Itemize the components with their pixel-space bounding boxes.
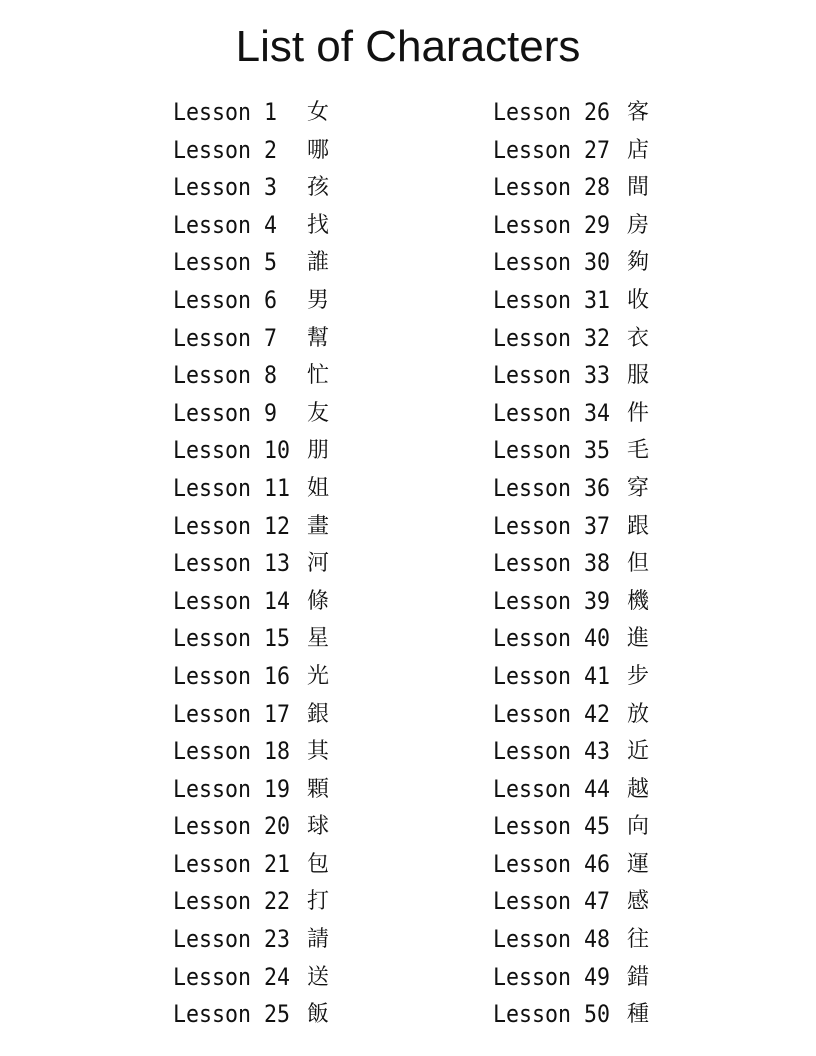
lesson-entry: [173, 508, 329, 546]
lesson-label: Lesson 23: [173, 925, 291, 954]
lesson-label: Lesson 29: [493, 210, 611, 239]
lesson-character: 往: [627, 927, 650, 953]
lesson-character: 銀: [307, 701, 330, 727]
lesson-label: Lesson 44: [493, 774, 611, 803]
lesson-character: 其: [307, 739, 330, 765]
lesson-label: Lesson 7: [173, 323, 278, 352]
lesson-entry: [173, 470, 329, 508]
lesson-label: Lesson 8: [173, 361, 278, 390]
lesson-entry: [493, 583, 649, 621]
lesson-character: 毛: [627, 438, 650, 464]
lesson-label: Lesson 2: [173, 135, 278, 164]
lesson-entry: [173, 996, 329, 1034]
lesson-character: 哪: [307, 137, 330, 163]
lesson-character: 球: [307, 814, 330, 840]
lesson-entry: [493, 996, 649, 1034]
lesson-label: Lesson 38: [493, 549, 611, 578]
lesson-character: 錯: [627, 964, 650, 990]
lesson-entry: [493, 959, 649, 997]
lesson-entry: [493, 620, 649, 658]
lesson-entry: [493, 432, 649, 470]
lesson-character: 飯: [307, 1002, 330, 1028]
lesson-character: 夠: [627, 250, 650, 276]
lesson-entry: [173, 771, 329, 809]
lesson-entry: [493, 883, 649, 921]
lesson-list-left: [173, 94, 329, 1034]
lesson-entry: [493, 94, 649, 132]
lesson-label: Lesson 35: [493, 436, 611, 465]
lesson-character: 種: [627, 1002, 650, 1028]
lesson-label: Lesson 33: [493, 361, 611, 390]
lesson-character: 房: [627, 212, 650, 238]
lesson-entry: [493, 921, 649, 959]
lesson-label: Lesson 40: [493, 624, 611, 653]
lesson-label: Lesson 1: [173, 98, 278, 126]
lesson-character: 進: [627, 626, 650, 652]
lesson-label: Lesson 48: [493, 925, 611, 954]
lesson-character: 女: [307, 100, 330, 125]
lesson-label: Lesson 46: [493, 849, 611, 878]
lesson-label: Lesson 13: [173, 549, 291, 578]
lesson-label: Lesson 17: [173, 699, 291, 728]
lesson-entry: [493, 658, 649, 696]
lesson-label: Lesson 28: [493, 173, 611, 202]
lesson-entry: [173, 94, 329, 132]
lesson-label: Lesson 32: [493, 323, 611, 352]
lesson-character: 包: [307, 851, 330, 877]
lesson-character: 孩: [307, 175, 330, 201]
lesson-label: Lesson 16: [173, 661, 291, 690]
lesson-character: 朋: [307, 438, 330, 464]
lesson-label: Lesson 11: [173, 473, 291, 502]
lesson-character: 店: [627, 137, 650, 163]
lesson-label: Lesson 47: [493, 887, 611, 916]
lesson-character: 放: [627, 701, 650, 727]
lesson-entry: [493, 395, 649, 433]
lesson-character: 畫: [307, 513, 330, 539]
lesson-label: Lesson 50: [493, 1000, 611, 1029]
lesson-entry: [493, 357, 649, 395]
lesson-entry: [493, 320, 649, 358]
lesson-entry: [173, 357, 329, 395]
lesson-entry: [493, 508, 649, 546]
lesson-label: Lesson 37: [493, 511, 611, 540]
lesson-character: 光: [307, 663, 330, 689]
lesson-entry: [173, 921, 329, 959]
lesson-label: Lesson 41: [493, 661, 611, 690]
lesson-character: 請: [307, 927, 330, 953]
lesson-entry: [493, 771, 649, 809]
lesson-character: 星: [307, 626, 330, 652]
lesson-entry: [493, 846, 649, 884]
lesson-character: 河: [307, 551, 330, 577]
lesson-entry: [173, 883, 329, 921]
lesson-character: 姐: [307, 475, 330, 501]
lesson-entry: [493, 132, 649, 170]
lesson-label: Lesson 43: [493, 737, 611, 766]
lesson-character: 顆: [307, 776, 330, 802]
lesson-entry: [173, 244, 329, 282]
lesson-label: Lesson 45: [493, 812, 611, 841]
lesson-label: Lesson 27: [493, 135, 611, 164]
lesson-character: 誰: [307, 250, 330, 276]
lesson-label: Lesson 26: [493, 98, 611, 126]
lesson-entry: [173, 282, 329, 320]
lesson-character: 男: [307, 287, 330, 313]
lesson-character: 運: [627, 851, 650, 877]
lesson-label: Lesson 20: [173, 812, 291, 841]
page-title: List of Characters: [235, 22, 581, 71]
lesson-character: 機: [627, 588, 650, 614]
lesson-label: Lesson 42: [493, 699, 611, 728]
lesson-entry: [173, 583, 329, 621]
lesson-label: Lesson 34: [493, 398, 611, 427]
lesson-entry: [493, 545, 649, 583]
lesson-entry: [493, 169, 649, 207]
lesson-entry: [173, 696, 329, 734]
lesson-label: Lesson 25: [173, 1000, 291, 1029]
lesson-entry: [493, 282, 649, 320]
lesson-label: Lesson 24: [173, 962, 291, 991]
lesson-entry: [173, 620, 329, 658]
lesson-character: 近: [627, 739, 650, 765]
lesson-label: Lesson 10: [173, 436, 291, 465]
lesson-entry: [173, 959, 329, 997]
lesson-label: Lesson 18: [173, 737, 291, 766]
lesson-label: Lesson 31: [493, 285, 611, 314]
lesson-character: 友: [307, 400, 330, 426]
lesson-character: 越: [627, 776, 650, 802]
lesson-label: Lesson 5: [173, 248, 278, 277]
lesson-character: 衣: [627, 325, 650, 351]
lesson-entry: [173, 132, 329, 170]
lesson-entry: [173, 658, 329, 696]
lesson-character: 送: [307, 964, 330, 990]
lesson-label: Lesson 19: [173, 774, 291, 803]
lesson-entry: [173, 169, 329, 207]
lesson-character: 件: [627, 400, 650, 426]
lesson-character: 向: [627, 814, 650, 840]
lesson-entry: [173, 395, 329, 433]
lesson-label: Lesson 15: [173, 624, 291, 653]
lesson-character: 打: [307, 889, 330, 915]
lesson-character: 幫: [307, 325, 330, 351]
lesson-character: 穿: [627, 475, 650, 501]
lesson-entry: [493, 696, 649, 734]
lesson-label: Lesson 30: [493, 248, 611, 277]
lesson-character: 服: [627, 363, 650, 389]
lesson-character: 忙: [307, 363, 330, 389]
lesson-entry: [173, 808, 329, 846]
lesson-entry: [493, 470, 649, 508]
lesson-label: Lesson 4: [173, 210, 278, 239]
lesson-character: 步: [627, 663, 650, 689]
lesson-character: 間: [627, 175, 650, 201]
lesson-character: 條: [307, 588, 330, 614]
lesson-character: 跟: [627, 513, 650, 539]
lesson-character: 客: [627, 100, 650, 125]
lesson-label: Lesson 49: [493, 962, 611, 991]
lesson-label: Lesson 36: [493, 473, 611, 502]
lesson-label: Lesson 9: [173, 398, 278, 427]
lesson-entry: [173, 545, 329, 583]
lesson-entry: [493, 733, 649, 771]
lesson-label: Lesson 12: [173, 511, 291, 540]
lesson-label: Lesson 39: [493, 586, 611, 615]
lesson-character: 收: [627, 287, 650, 313]
lesson-entry: [493, 244, 649, 282]
lesson-entry: [173, 432, 329, 470]
lesson-entry: [493, 207, 649, 245]
lesson-character: 找: [307, 212, 330, 238]
lesson-entry: [173, 320, 329, 358]
lesson-character: 但: [627, 551, 650, 577]
lesson-entry: [173, 846, 329, 884]
lesson-label: Lesson 3: [173, 173, 278, 202]
lesson-entry: [493, 808, 649, 846]
lesson-label: Lesson 21: [173, 849, 291, 878]
lesson-label: Lesson 6: [173, 285, 278, 314]
lesson-list-right: [493, 94, 649, 1034]
lesson-entry: [173, 733, 329, 771]
lesson-entry: [173, 207, 329, 245]
lesson-label: Lesson 22: [173, 887, 291, 916]
lesson-character: 感: [627, 889, 650, 915]
lesson-label: Lesson 14: [173, 586, 291, 615]
